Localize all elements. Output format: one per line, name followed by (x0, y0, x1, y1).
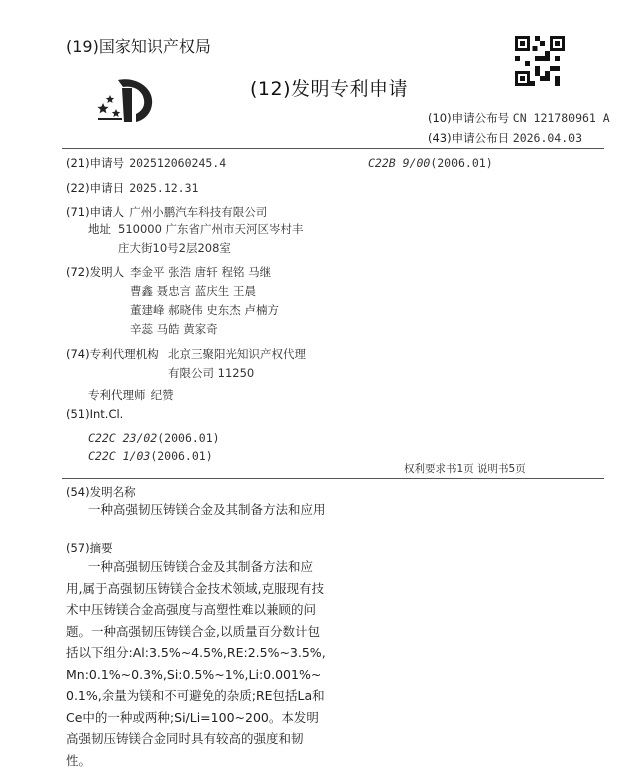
application-date-value: 2025.12.31 (129, 181, 199, 195)
office-name: (19)国家知识产权局 (66, 37, 211, 56)
application-number-row (66, 152, 226, 171)
publication-date-row (428, 130, 582, 146)
int-cl-edition: (2006.01) (150, 449, 213, 463)
publication-date-value: 2026.04.03 (512, 131, 583, 145)
inventor-line: 曹鑫 聂忠言 蓝庆生 王晨 (130, 284, 256, 298)
right-classification (368, 152, 493, 171)
address-line-2: 庄大街10号2层208室 (118, 241, 231, 255)
right-classification-edition: (2006.01) (430, 156, 493, 170)
int-cl-code: C22C 1/03 (88, 449, 151, 463)
agent-value: 纪赞 (150, 388, 174, 402)
applicant-row (66, 201, 267, 220)
address-line-1: 510000 广东省广州市天河区岑村丰 (118, 222, 304, 236)
int-cl-code: C22C 23/02 (88, 431, 158, 445)
invention-name-label: (54)发明名称 (66, 485, 136, 499)
publication-number-row (428, 110, 610, 126)
agency-line-1: 北京三聚阳光知识产权代理 (168, 347, 306, 361)
inventor-line: 辛蕊 马皓 黄家奇 (130, 322, 218, 336)
publication-date-label: (43)申请公布日 (428, 131, 510, 145)
agency-label: (74)专利代理机构 (66, 347, 159, 361)
page-count-info: 权利要求书1页 说明书5页 (404, 463, 526, 475)
int-cl-edition: (2006.01) (157, 431, 220, 445)
application-number-label: (21)申请号 (66, 156, 125, 170)
abstract-divider (62, 478, 604, 479)
right-classification-code: C22B 9/00 (368, 156, 431, 170)
application-date-row (66, 177, 198, 196)
publication-number-value: CN 121780961 A (512, 111, 610, 125)
invention-name-text: 一种高强韧压铸镁合金及其制备方法和应用 (88, 502, 326, 517)
abstract-label: (57)摘要 (66, 541, 113, 555)
publication-number-label: (10)申请公布号 (428, 111, 510, 125)
application-date-label: (22)申请日 (66, 181, 125, 195)
cnipa-logo (96, 74, 158, 126)
int-cl-item (88, 427, 220, 446)
address-label: 地址 (88, 222, 111, 236)
int-cl-item (88, 445, 213, 464)
applicant-value: 广州小鹏汽车科技有限公司 (129, 205, 268, 219)
agent-row (88, 384, 174, 403)
inventor-line: 李金平 张浩 唐轩 程铭 马继 (130, 265, 272, 279)
applicant-label: (71)申请人 (66, 205, 125, 219)
agency-line-2: 有限公司 11250 (168, 366, 255, 380)
abstract-text: 一种高强韧压铸镁合金及其制备方法和应用,属于高强韧压铸镁合金技术领域,克服现有技术中压铸镁合金高强度与高塑性难以兼顾的问题。一种高强韧压铸镁合金,以质量百分数计包括以下组分:Al:3.5%~4.5%,RE:2.5%~3.5%,Mn:0.1%~0.3%,Si:0.5%~1%,Li:0.001%~0.1%,余量为镁和不可避免的杂质;RE包括La和Ce中的一种或两种;Si/Li=100~200。本发明高强韧压铸镁合金同时具有较高的强度和韧性。 (66, 559, 326, 768)
agent-label: 专利代理师 (88, 388, 146, 402)
inventor-line: 董建峰 郝晓伟 史东杰 卢楠方 (130, 303, 279, 317)
application-number-value: 202512060245.4 (129, 156, 227, 170)
inventor-label: (72)发明人 (66, 265, 125, 279)
int-cl-label: (51)Int.Cl. (66, 407, 124, 421)
header-divider (62, 148, 604, 149)
document-type-title: (12)发明专利申请 (250, 78, 409, 100)
qr-code (515, 36, 565, 86)
